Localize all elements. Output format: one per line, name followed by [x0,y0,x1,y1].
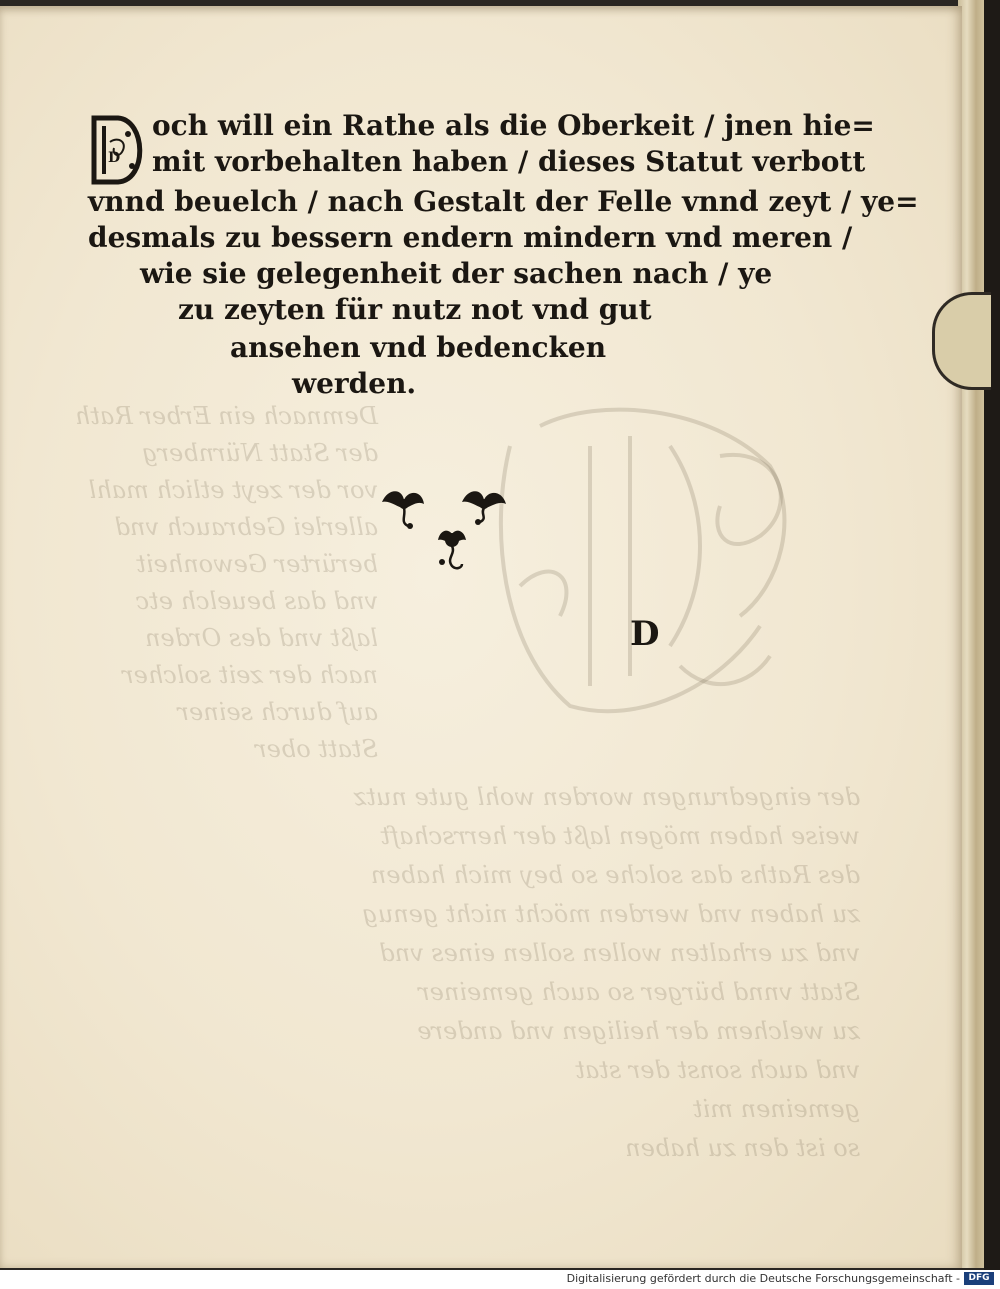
bleed-through-line: vnd auch sonst der stat [575,1056,860,1084]
bleed-through-line: so ist den zu haben [625,1134,860,1162]
bleed-through-line: allerlei Gebrauch vnd [114,513,378,541]
bleed-through-line: weise haben mögen laßt der herrschaft [380,822,860,850]
text-line: mit vorbehalten haben / dieses Statut verbott [152,145,866,178]
catchword: D [630,614,660,654]
fleuron-ornament [428,526,480,576]
text-line: wie sie gelegenheit der sachen nach / ye [140,257,773,290]
bleed-through-line: Statt ober [255,735,378,763]
page-clip [932,292,991,390]
bleed-through-line: der Statt Nürnberg [142,439,378,467]
bleed-through-line: zu welchem der heiligen vnd andere [417,1017,860,1045]
bleed-through-line: vor der zeyt etlich mahl [88,476,378,504]
text-line: vnnd beuelch / nach Gestalt der Felle vnnd zeyt / ye= [88,185,919,218]
bleed-through-line: Demnach ein Erber Rath [74,402,378,430]
drop-cap-letter: D [108,150,121,166]
bleed-through-line: laßt vnd des Orden [145,624,378,652]
bleed-through-line: der eingedrungen worden wohl gute nutz [353,783,860,811]
bleed-through-initial-ornament [480,386,810,726]
bleed-through-line: Statt vnnd bürger so auch gemeiner [418,978,860,1006]
drop-cap-initial [88,112,150,188]
bleed-through-line: berürter Gewonheit [136,550,378,578]
text-line: och will ein Rathe als die Oberkeit / jnen hie= [152,109,875,142]
book-edge-shadow [984,0,1000,1270]
bleed-through-line: nach der zeit solcher [122,661,378,689]
bleed-through-line: des Raths das solche so bey mich haben [370,861,860,889]
fleuron-ornament [458,480,510,530]
bleed-through-line: vnd zu erhalten wollen sollen eines vnd [379,939,860,967]
dfg-logo[interactable]: DFG [964,1272,994,1285]
text-line: werden. [292,367,417,400]
footer-bar [0,1270,1000,1289]
text-line: desmals zu bessern endern mindern vnd meren / [88,221,853,254]
bleed-through-left-block [75,398,378,768]
fleuron-ornament [378,482,430,532]
bleed-through-line: gemeinen mit [692,1095,860,1123]
funding-credit: Digitalisierung gefördert durch die Deutsche Forschungsgemeinschaft - [566,1272,960,1285]
bleed-through-line: zu haben vnd werden möcht nicht genug [362,900,860,928]
text-line: zu zeyten für nutz not vnd gut [178,293,652,326]
text-line: ansehen vnd bedencken [230,331,607,364]
bleed-through-line: vnd das beuelch etc [135,587,378,615]
bleed-through-bottom-block [354,778,860,1168]
bleed-through-line: auf durch seiner [177,698,378,726]
